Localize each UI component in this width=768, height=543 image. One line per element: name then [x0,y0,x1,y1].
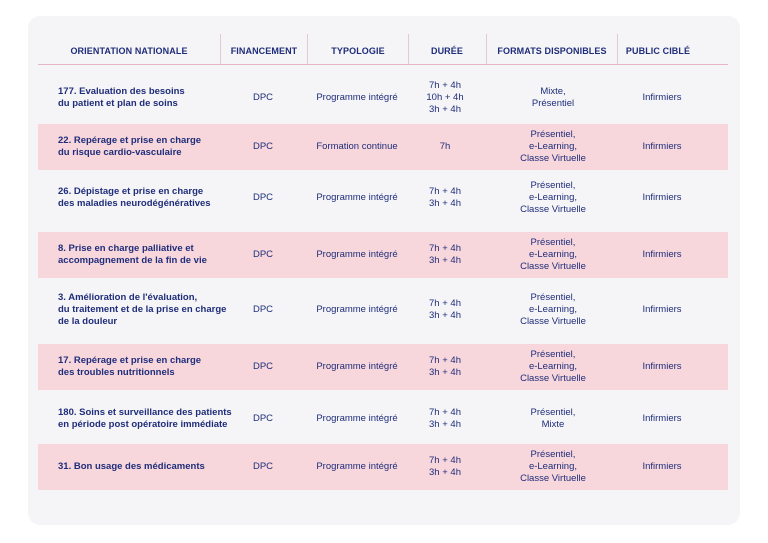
financement-cell: DPC [252,141,274,152]
header-duree: DURÉE [430,46,463,56]
table-row [38,396,728,442]
financement-cell: DPC [252,461,274,472]
financement-cell: DPC [252,304,274,315]
duree-cell [410,444,480,490]
table-row [38,284,728,336]
orientation-cell-line: du traitement et de la prise en charge [58,304,227,315]
formats-cell [483,444,623,490]
formats-cell-line: Classe Virtuelle [520,261,586,272]
header-formats: FORMATS DISPONIBLES [497,46,607,56]
duree-cell-line: 3h + 4h [429,467,461,478]
formats-cell-line: Classe Virtuelle [520,373,586,384]
formats-cell-line: e-Learning, [528,249,578,260]
formats-cell [483,174,623,222]
header-divider [617,34,618,64]
public-cell: Infirmiers [642,304,682,315]
formats-cell-line: e-Learning, [528,461,578,472]
orientation-cell-line: 3. Amélioration de l'évaluation, [58,292,198,303]
formats-cell-line: e-Learning, [528,192,578,203]
orientation-cell [58,74,228,122]
duree-cell-line: 7h + 4h [429,355,461,366]
orientation-cell [58,396,232,442]
duree-cell-line: 10h + 4h [426,92,464,103]
public-cell: Infirmiers [642,361,682,372]
orientation-cell-line: du risque cardio-vasculaire [58,147,182,158]
formats-cell-line: Classe Virtuelle [520,204,586,215]
formats-cell-line: Présentiel, [530,129,576,140]
formats-cell-line: Présentiel, [530,237,576,248]
orientation-cell-line: en période post opératoire immédiate [58,419,228,430]
table-row [38,344,728,390]
duree-cell [410,396,480,442]
duree-cell-line: 3h + 4h [429,310,461,321]
duree-cell-line: 7h [439,141,451,152]
orientation-cell [58,344,228,390]
duree-cell-line: 7h + 4h [429,298,461,309]
typologie-cell: Programme intégré [316,413,398,424]
formats-cell-line: e-Learning, [528,361,578,372]
formats-cell-line: Mixte, [540,86,566,97]
orientation-cell [58,284,228,336]
formats-cell-line: Présentiel, [530,349,576,360]
formats-cell-line: Classe Virtuelle [520,473,586,484]
duree-cell-line: 7h + 4h [429,243,461,254]
orientation-cell-line: 17. Repérage et prise en charge [58,355,202,366]
orientation-cell-line: 31. Bon usage des médicaments [58,461,205,472]
formats-cell-line: Mixte [541,419,565,430]
public-cell: Infirmiers [642,413,682,424]
formats-cell [483,74,623,122]
typologie-cell: Formation continue [316,141,398,152]
typologie-cell: Programme intégré [316,249,398,260]
duree-cell [410,124,480,170]
formats-cell [483,124,623,170]
typologie-cell: Programme intégré [316,304,398,315]
duree-cell [410,232,480,278]
formats-cell-line: Présentiel, [530,292,576,303]
orientation-cell [58,232,228,278]
orientation-cell-line: 8. Prise en charge palliative et [58,243,194,254]
duree-cell [410,174,480,222]
typologie-cell: Programme intégré [316,461,398,472]
duree-cell-line: 7h + 4h [429,186,461,197]
formats-cell [483,344,623,390]
orientation-cell-line: 22. Repérage et prise en charge [58,135,202,146]
orientation-cell-line: accompagnement de la fin de vie [58,255,207,266]
orientation-cell [58,124,228,170]
duree-cell-line: 3h + 4h [429,255,461,266]
header-orientation: ORIENTATION NATIONALE [70,46,188,56]
duree-cell-line: 7h + 4h [429,80,461,91]
table-row [38,444,728,490]
public-cell: Infirmiers [642,461,682,472]
orientation-cell-line: 180. Soins et surveillance des patients [58,407,232,418]
header-divider [486,34,487,64]
header-divider [220,34,221,64]
formats-cell [483,396,623,442]
duree-cell-line: 3h + 4h [429,419,461,430]
financement-cell: DPC [252,249,274,260]
orientation-cell-line: 26. Dépistage et prise en charge [58,186,204,197]
public-cell: Infirmiers [642,141,682,152]
header-divider [307,34,308,64]
formats-cell-line: Présentiel, [530,449,576,460]
orientation-cell-line: des troubles nutritionnels [58,367,175,378]
formats-cell-line: Classe Virtuelle [520,153,586,164]
orientation-cell-line: de la douleur [58,316,118,327]
duree-cell [410,344,480,390]
public-cell: Infirmiers [642,249,682,260]
financement-cell: DPC [252,361,274,372]
formats-cell-line: Classe Virtuelle [520,316,586,327]
financement-cell: DPC [252,413,274,424]
duree-cell [410,284,480,336]
duree-cell-line: 7h + 4h [429,455,461,466]
typologie-cell: Programme intégré [316,92,398,103]
public-cell: Infirmiers [642,192,682,203]
table-row [38,174,728,222]
duree-cell-line: 3h + 4h [429,198,461,209]
formats-cell-line: Présentiel, [530,407,576,418]
financement-cell: DPC [252,92,274,103]
header-public: PUBLIC CIBLÉ [625,46,691,56]
header-financement: FINANCEMENT [230,46,298,56]
public-cell: Infirmiers [642,92,682,103]
header-underline [38,64,728,65]
table-row [38,232,728,278]
orientation-cell-line: des maladies neurodégénératives [58,198,211,209]
typologie-cell: Programme intégré [316,192,398,203]
formats-cell-line: e-Learning, [528,141,578,152]
header-typologie: TYPOLOGIE [331,46,385,56]
typologie-cell: Programme intégré [316,361,398,372]
orientation-cell [58,444,228,490]
duree-cell-line: 7h + 4h [429,407,461,418]
formats-cell [483,284,623,336]
formats-cell-line: Présentiel [531,98,575,109]
orientation-cell [58,174,228,222]
formats-cell-line: e-Learning, [528,304,578,315]
orientation-cell-line: 177. Evaluation des besoins [58,86,185,97]
duree-cell [410,74,480,122]
header-divider [408,34,409,64]
formats-cell [483,232,623,278]
formats-cell-line: Présentiel, [530,180,576,191]
table-row [38,124,728,170]
table-row [38,74,728,122]
duree-cell-line: 3h + 4h [429,367,461,378]
financement-cell: DPC [252,192,274,203]
duree-cell-line: 3h + 4h [429,104,461,115]
orientation-cell-line: du patient et plan de soins [58,98,178,109]
